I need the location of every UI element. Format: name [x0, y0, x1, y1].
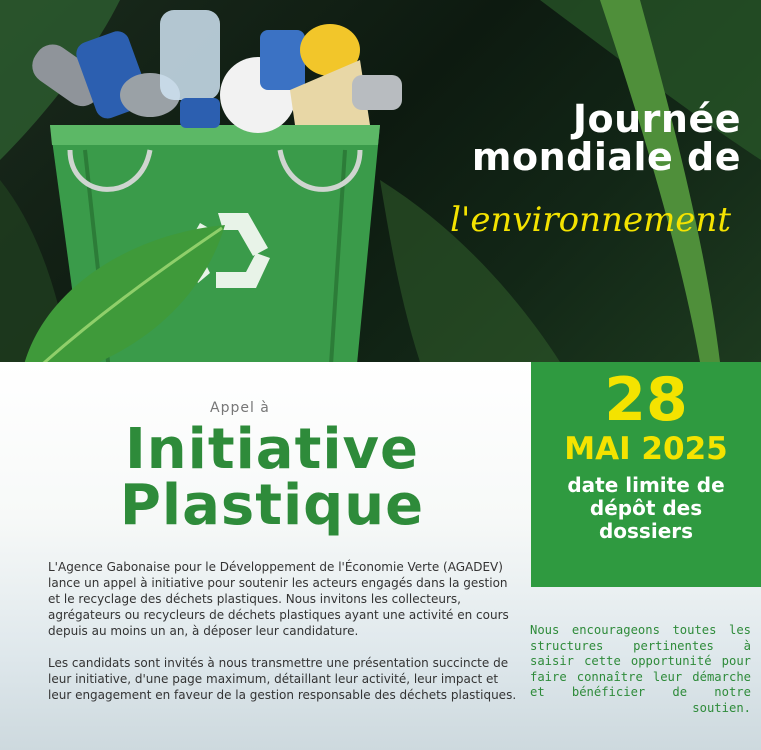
call-title-line2: Plastique — [119, 473, 425, 538]
body-paragraph-1: L'Agence Gabonaise pour le Développement de l'Économie Verte (AGADEV) lance un appel à initiative pour soutenir les acteurs engagés dans la gestion et le recyclage des déchets plastiques. Nous invitons les collecteurs, agrégateurs ou recycleurs de déchets plastiques ayant une activité en cours depuis au moins un an, à déposer leur candidature. — [48, 560, 509, 638]
body-paragraph-2: Les candidats sont invités à nous transmettre une présentation succincte de leur initiative, d'une page maximum, détaillant leur activité, leur impact et leur engagement en faveur de la gestion responsable des déchets plastiques. — [48, 656, 517, 702]
deadline-month-year: MAI 2025 — [564, 431, 728, 467]
deadline-day: 28 — [604, 365, 688, 435]
hero-title — [411, 97, 741, 179]
call-title-line1: Initiative — [124, 417, 420, 482]
hero-title-script: l'environnement — [450, 200, 731, 240]
hero-title-line2: mondiale de — [471, 135, 741, 179]
deadline-note: date limite de dépôt des dossiers — [567, 473, 725, 543]
hero-illustration — [0, 0, 761, 362]
call-prefix: Appel à — [210, 400, 270, 416]
encouragement-text: Nous encourageons toutes les structures pertinentes à saisir cette opportunité pour faire connaître leur démarche et bénéficier de notre soutien. — [530, 623, 751, 715]
hero-banner — [0, 0, 761, 362]
deadline-box — [531, 362, 761, 587]
call-title — [52, 417, 492, 538]
body-text — [48, 559, 518, 719]
hero-title-line1: Journée — [572, 97, 741, 141]
